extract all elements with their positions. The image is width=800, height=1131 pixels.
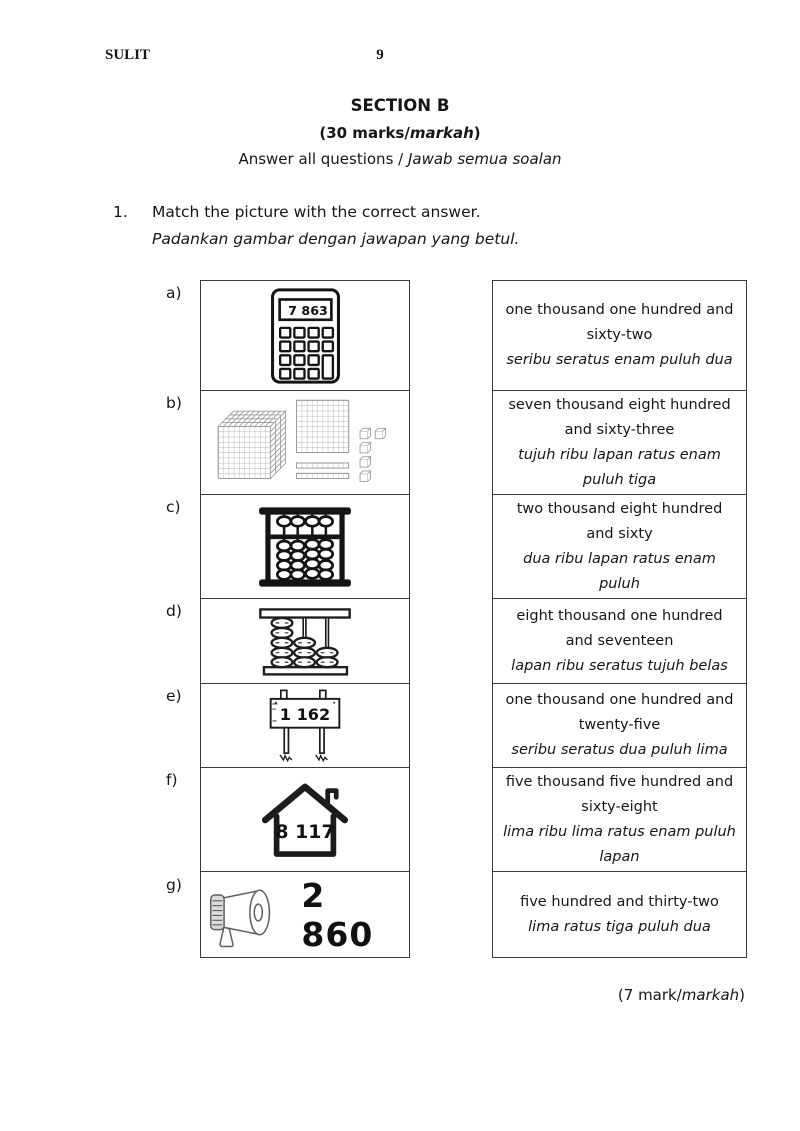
picture-cell-calculator — [201, 281, 409, 391]
house-value: 8 117 — [275, 820, 335, 843]
counting-frame-icon — [253, 604, 357, 678]
answer-box-4 — [493, 599, 746, 684]
calculator-icon — [270, 287, 341, 385]
row-label-e: e) — [166, 687, 182, 705]
section-marks-ms: markah — [409, 124, 474, 142]
answer-en: seven thousand eight hundred and sixty-three — [508, 396, 731, 438]
answer-en: five hundred and thirty-two — [520, 893, 719, 910]
answer-ms: lima ribu lima ratus enam puluh lapan — [503, 823, 736, 865]
question-text-en: Match the picture with the correct answer. — [152, 203, 481, 221]
answer-box-7 — [493, 872, 746, 957]
row-label-g: g) — [166, 876, 182, 894]
section-marks — [0, 124, 800, 142]
calculator-display-value: 7 863 — [287, 302, 328, 318]
answer-ms: dua ribu lapan ratus enam puluh — [523, 550, 716, 592]
answer-box-1 — [493, 281, 746, 391]
signboard-value: 1 162 — [279, 704, 331, 724]
section-marks-en: (30 marks/ — [319, 124, 410, 142]
question-text-ms: Padankan gambar dengan jawapan yang betul. — [152, 230, 520, 248]
question-number: 1. — [113, 203, 128, 221]
marks-en: (7 mark/ — [617, 986, 682, 1004]
page-number: 9 — [376, 47, 384, 63]
answer-box-6 — [493, 768, 746, 872]
abacus-icon — [257, 503, 353, 591]
answer-ms: lapan ribu seratus tujuh belas — [511, 657, 728, 674]
answer-en: two thousand eight hundred and sixty — [516, 500, 723, 542]
answer-en: one thousand one hundred and sixty-two — [505, 302, 734, 343]
picture-cell-megaphone — [201, 872, 409, 957]
base-ten-blocks-icon — [213, 395, 398, 490]
instruction-en: Answer all questions / — [238, 150, 408, 168]
picture-cell-house — [201, 768, 409, 872]
answer-ms: seribu seratus dua puluh lima — [511, 742, 728, 758]
answer-en: five thousand five hundred and sixty-eight — [505, 773, 734, 815]
confidential-label: SULIT — [105, 47, 151, 63]
answer-box-5 — [493, 684, 746, 768]
answer-ms: lima ratus tiga puluh dua — [528, 918, 711, 935]
row-label-a: a) — [166, 284, 182, 302]
marks-close: ) — [739, 986, 745, 1004]
instruction-ms: Jawab semua soalan — [407, 150, 562, 168]
picture-cell-counting-frame — [201, 599, 409, 684]
signboard-icon — [252, 687, 358, 765]
picture-cell-abacus — [201, 495, 409, 599]
megaphone-icon — [201, 880, 285, 950]
marks-ms: markah — [681, 986, 740, 1004]
megaphone-value: 2 860 — [301, 875, 374, 954]
answer-ms: seribu seratus enam puluh dua — [506, 352, 733, 368]
answer-en: one thousand one hundred and twenty-five — [505, 692, 734, 733]
house-icon — [252, 774, 358, 866]
question-marks — [618, 986, 745, 1004]
answer-box-2 — [493, 391, 746, 495]
row-label-b: b) — [166, 394, 182, 412]
picture-cell-blocks — [201, 391, 409, 495]
answer-ms: tujuh ribu lapan ratus enam puluh tiga — [518, 446, 721, 488]
row-label-c: c) — [166, 498, 181, 516]
pictures-table — [200, 280, 410, 958]
answer-en: eight thousand one hundred and seventeen — [516, 607, 723, 649]
answers-table — [492, 280, 747, 958]
section-title: SECTION B — [350, 96, 450, 115]
answer-box-3 — [493, 495, 746, 599]
section-instruction — [0, 150, 800, 168]
section-marks-close: ) — [473, 124, 481, 142]
row-label-d: d) — [166, 602, 182, 620]
row-label-f: f) — [166, 771, 178, 789]
picture-cell-signboard — [201, 684, 409, 768]
